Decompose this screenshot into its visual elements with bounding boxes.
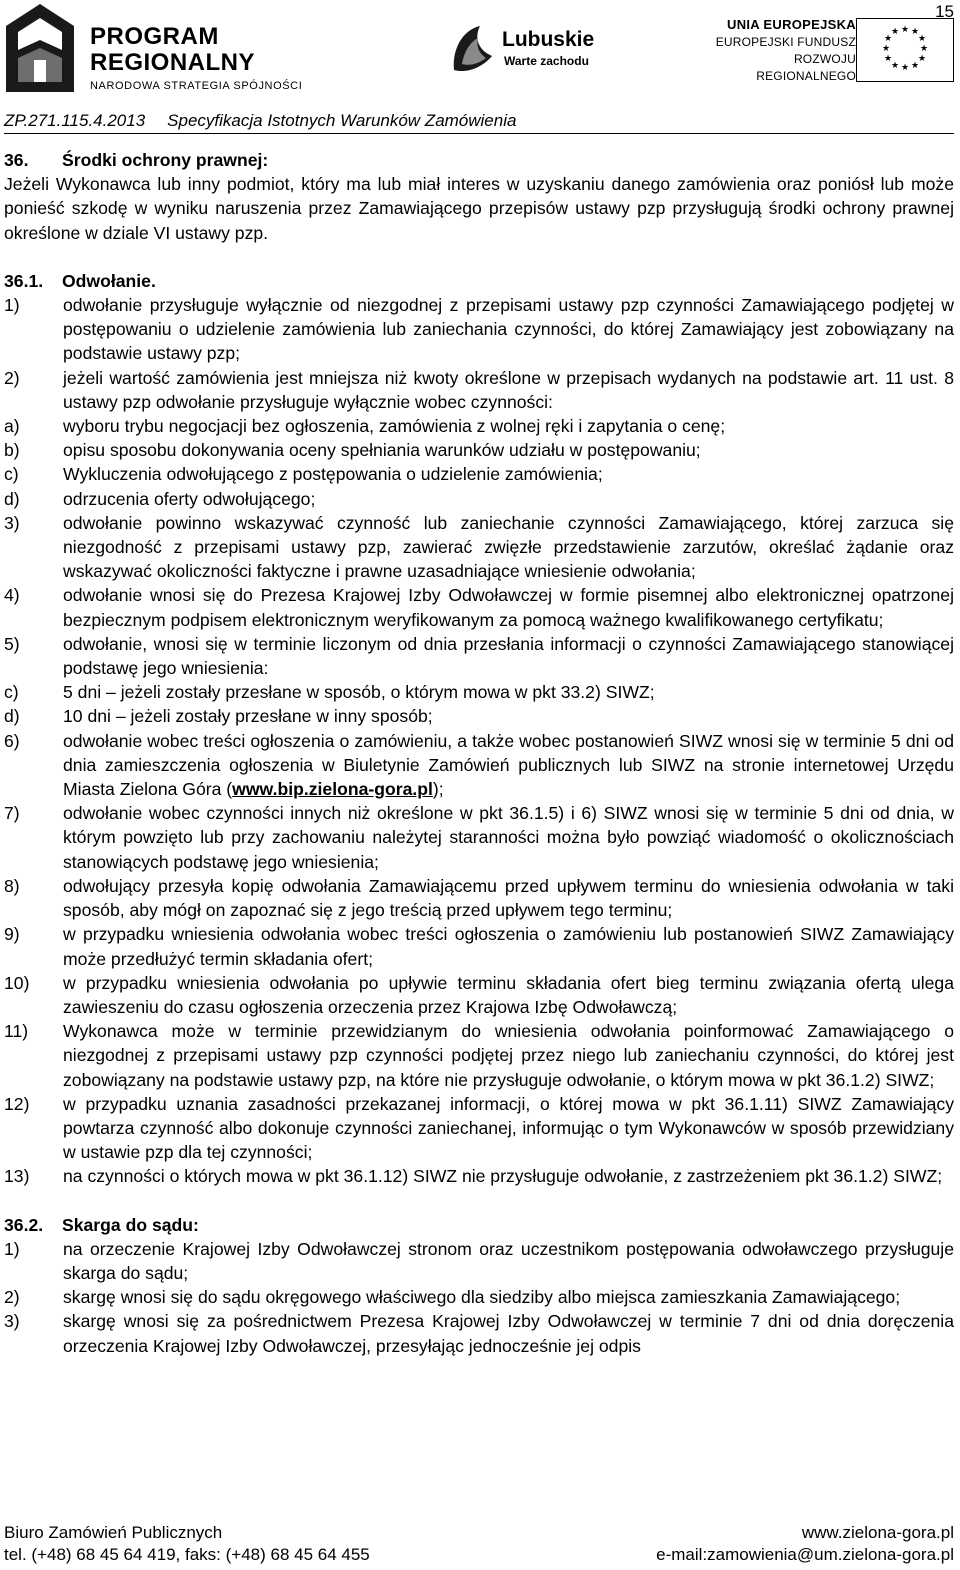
- page-number: 15: [935, 2, 954, 21]
- footer-office: Biuro Zamówień Publicznych: [4, 1523, 223, 1542]
- list-item: [4, 1237, 954, 1285]
- svg-text:★: ★: [919, 44, 929, 54]
- svg-text:★: ★: [917, 34, 927, 44]
- list-item: [4, 632, 954, 680]
- list-marker: 2): [4, 1287, 20, 1308]
- eu-flag-icon: [856, 18, 954, 82]
- svg-text:★: ★: [917, 54, 927, 64]
- list-item: [4, 971, 954, 1019]
- list-marker: 7): [4, 803, 20, 824]
- list-item: [4, 874, 954, 922]
- list-item-text: w przypadku uznania zasadności przekazanej informacji, o której mowa w pkt 36.1.11) SIWZ Zamawiający powtarza czynność albo dokonuje czynności zaniechanej, informując o tym Wykonawców w sposób przewidziany w ustawie pzp dla tej czynności;: [63, 1093, 954, 1163]
- list-marker: 13): [4, 1166, 30, 1187]
- list-item-text: Wykonawca może w terminie przewidzianym do wniesienia odwołania poinformować Zamawiającego o niezgodnej z przepisami ustawy pzp czynności podjętej przez niego lub zaniechaniu czynności, do której jest zobowiązany na podstawie ustawy pzp, na które nie przysługuje odwołanie, o którym mowa w pkt 36.1.2) SIWZ;: [63, 1021, 954, 1090]
- section-number: 36.: [4, 150, 29, 170]
- list-marker: 3): [4, 512, 20, 533]
- list-item: [4, 801, 954, 874]
- program-logo-line1: PROGRAM: [90, 23, 219, 50]
- eu-logo-line3: ROZWOJU REGIONALNEGO: [756, 52, 856, 83]
- program-regionalny-emblem-icon: [4, 2, 76, 94]
- list-item: [4, 704, 954, 728]
- list-item: [4, 1164, 954, 1188]
- svg-text:★: ★: [883, 54, 893, 64]
- lubuskie-name: Lubuskie: [502, 28, 595, 51]
- list-item: [4, 583, 954, 631]
- list-item: [4, 1309, 954, 1357]
- list-marker: c): [4, 682, 19, 703]
- list-item-text: na czynności o których mowa w pkt 36.1.12) SIWZ nie przysługuje odwołanie, z zastrzeżeniem pkt 36.1.2) SIWZ;: [63, 1166, 943, 1187]
- section-36-1-heading: [4, 269, 954, 293]
- list-item: [4, 366, 954, 414]
- spacer: [4, 1189, 954, 1213]
- lubuskie-tagline: Warte zachodu: [504, 54, 589, 68]
- section-title: Odwołanie.: [62, 270, 156, 291]
- footer-email-link[interactable]: e-mail:zamowienia@um.zielona-gora.pl: [656, 1545, 954, 1564]
- list-item: [4, 438, 954, 462]
- list-marker: d): [4, 706, 20, 727]
- section-36-intro: Jeżeli Wykonawca lub inny podmiot, który ma lub miał interes w uzyskaniu danego zamówienia oraz poniósł lub może ponieść szkodę w wyniku naruszenia przez Zamawiającego przepisów ustawy pzp przysługują środki ochrony prawnej określone w dziale VI ustawy pzp.: [4, 174, 954, 243]
- svg-text:★: ★: [910, 27, 920, 37]
- list-item: [4, 1092, 954, 1165]
- list-item: [4, 1285, 954, 1309]
- section-number: 36.1.: [4, 270, 44, 291]
- program-regionalny-logo: [4, 2, 324, 98]
- spacer: [4, 245, 954, 269]
- list-marker: c): [4, 464, 19, 485]
- svg-text:★: ★: [883, 34, 893, 44]
- document-body: [4, 148, 954, 1358]
- list-item-text: na orzeczenie Krajowej Izby Odwoławczej stronom oraz uczestnikom postępowania odwoławczego przysługuje skarga do sądu;: [63, 1238, 954, 1283]
- document-title: Specyfikacja Istotnych Warunków Zamówienia: [167, 111, 517, 130]
- list-marker: d): [4, 488, 20, 509]
- list-marker: 4): [4, 585, 20, 606]
- eu-logo-line2: EUROPEJSKI FUNDUSZ: [715, 35, 856, 49]
- list-marker: 2): [4, 367, 20, 388]
- list-item-text: skargę wnosi się za pośrednictwem Prezesa Krajowej Izby Odwoławczej w terminie 7 dni od dnia doręczenia orzeczenia Krajowej Izby Odwoławczej, przesyłając jednocześnie jej odpis: [63, 1311, 954, 1356]
- list-marker: 3): [4, 1311, 20, 1332]
- list-item-text: odwołanie wnosi się do Prezesa Krajowej Izby Odwoławczej w formie pisemnej albo elektronicznej opatrzonej bezpiecznym podpisem elektronicznym weryfikowanym za pomocą ważnego kwalifikowanego certyfikatu;: [63, 585, 954, 630]
- list-item-text: odwołanie powinno wskazywać czynność lub zaniechanie czynności Zamawiającego, której zarzuca się niezgodność z przepisami ustawy pzp, zawierać zwięzłe przedstawienie zarzutów, określać żądanie oraz wskazywać okoliczności faktyczne i prawne uzasadniające wniesienie odwołania;: [63, 512, 954, 582]
- list-marker: 6): [4, 730, 20, 751]
- list-item-text: jeżeli wartość zamówienia jest mniejsza niż kwoty określone w przepisach wydanych na podstawie art. 11 ust. 8 ustawy pzp odwołanie przysługuje wyłącznie wobec czynności:: [63, 367, 954, 412]
- svg-text:★: ★: [890, 61, 900, 71]
- footer-phone: tel. (+48) 68 45 64 419, faks: (+48) 68 45 64 455: [4, 1545, 370, 1564]
- bip-link[interactable]: www.bip.zielona-gora.pl: [232, 779, 433, 800]
- eu-fund-logo: [696, 16, 856, 86]
- list-item: [4, 487, 954, 511]
- list-item: [4, 511, 954, 584]
- section-title: Środki ochrony prawnej:: [62, 150, 269, 170]
- program-logo-line2: REGIONALNY: [90, 49, 256, 76]
- list-item-text: w przypadku wniesienia odwołania wobec treści ogłoszenia o zamówieniu lub postanowień SIWZ Zamawiający może przedłużyć termin składania ofert;: [63, 924, 954, 969]
- list-item-text: odwołujący przesyła kopię odwołania Zamawiającemu przed upływem terminu do wniesienia odwołania w taki sposób, aby mógł on zapoznać się z jego treścią przed upływem tego terminu;: [63, 875, 954, 921]
- list-item: [4, 462, 954, 486]
- svg-text:★: ★: [881, 44, 891, 54]
- svg-text:★: ★: [900, 25, 910, 35]
- list-item-text-tail: );: [432, 779, 444, 800]
- list-item-text: skargę wnosi się do sądu okręgowego właściwego dla siedziby albo miejsca zamieszkania Zamawiającego;: [63, 1287, 901, 1308]
- list-marker: 1): [4, 1238, 20, 1259]
- odwolanie-list: [4, 293, 954, 1189]
- list-item: [4, 680, 954, 704]
- list-item-text: odwołanie, wnosi się w terminie liczonym od dnia przesłania informacji o czynności Zamawiającego stanowiącej podstawę jego wniesienia:: [63, 633, 954, 679]
- list-marker: 10): [4, 972, 30, 993]
- list-marker: 12): [4, 1093, 30, 1114]
- list-marker: 9): [4, 924, 20, 945]
- header-divider: [4, 133, 954, 134]
- list-item: [4, 922, 954, 970]
- section-36-2-heading: [4, 1213, 954, 1237]
- list-item-text: wyboru trybu negocjacji bez ogłoszenia, zamówienia z wolnej ręki i zapytania o cenę;: [63, 416, 726, 437]
- list-marker: 1): [4, 295, 20, 316]
- skarga-list: [4, 1237, 954, 1358]
- list-item: [4, 414, 954, 438]
- footer-website-link[interactable]: www.zielona-gora.pl: [801, 1523, 954, 1542]
- list-marker: 11): [4, 1021, 29, 1042]
- list-item-text: 5 dni – jeżeli zostały przesłane w sposób, o którym mowa w pkt 33.2) SIWZ;: [63, 682, 655, 703]
- lubuskie-emblem-icon: [448, 20, 498, 76]
- svg-text:★: ★: [900, 63, 910, 73]
- list-marker: b): [4, 440, 20, 461]
- svg-text:★: ★: [890, 27, 900, 37]
- list-item-text: odwołanie wobec treści ogłoszenia o zamówieniu, a także wobec postanowień SIWZ wnosi się w terminie 5 dni od dnia zamieszczenia ogłoszenia w Biuletynie Zamówień publicznych lub SIWZ na stronie internetowej Urzędu Miasta Zielona Góra (: [63, 730, 954, 800]
- eu-logo-line1: UNIA EUROPEJSKA: [727, 17, 856, 32]
- list-marker: a): [4, 416, 20, 437]
- svg-text:★: ★: [910, 61, 920, 71]
- list-marker: 8): [4, 875, 20, 896]
- list-item-text: w przypadku wniesienia odwołania po upływie terminu składania ofert bieg terminu związania ofertą ulega zawieszeniu do czasu ogłoszenia orzeczenia przez Krajowa Izbę Odwoławczą;: [63, 972, 954, 1017]
- section-36-heading: [4, 148, 954, 172]
- list-item-text: odwołanie wobec czynności innych niż określone w pkt 36.1.5) i 6) SIWZ wnosi się w terminie 5 dni od dnia, w którym powzięto lub przy zachowaniu należytej staranności można było powziąć wiadomość o okolicznościach stanowiących podstawę jego wniesienia;: [63, 803, 954, 872]
- program-logo-line3: NARODOWA STRATEGIA SPÓJNOŚCI: [90, 80, 303, 92]
- list-item-text: odwołanie przysługuje wyłącznie od niezgodnej z przepisami ustawy pzp czynności Zamawiającego podjętej w postępowaniu o udzielenie zamówienia lub zaniechania czynności, do której Zamawiający jest zobowiązany na podstawie ustawy pzp;: [63, 295, 954, 364]
- document-reference-line: [4, 111, 954, 131]
- section-number: 36.2.: [4, 1214, 44, 1235]
- list-item-text: odrzucenia oferty odwołującego;: [63, 488, 316, 509]
- case-reference: ZP.271.115.4.2013: [4, 111, 146, 130]
- list-item: [4, 293, 954, 366]
- list-item-text: opisu sposobu dokonywania oceny spełniania warunków udziału w postępowaniu;: [63, 440, 701, 461]
- list-item-text: Wykluczenia odwołującego z postępowania o udzielenie zamówienia;: [63, 464, 603, 485]
- lubuskie-logo: [448, 20, 618, 80]
- list-item: [4, 1019, 954, 1092]
- list-marker: 5): [4, 633, 20, 654]
- list-item: [4, 729, 954, 802]
- list-item-text: 10 dni – jeżeli zostały przesłane w inny sposób;: [63, 706, 433, 727]
- header-logos: [0, 0, 960, 100]
- section-title: Skarga do sądu:: [62, 1214, 199, 1235]
